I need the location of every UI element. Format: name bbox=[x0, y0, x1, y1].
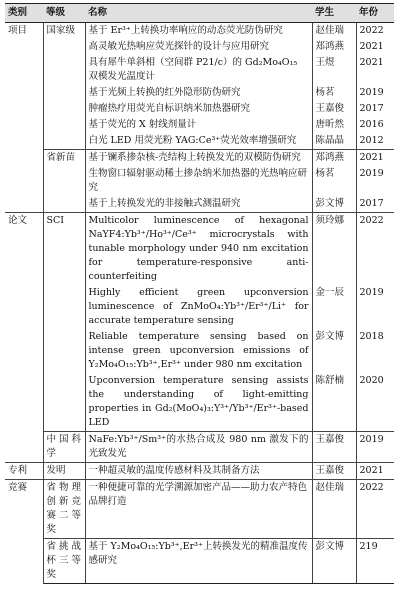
level-cell: 发明 bbox=[43, 463, 85, 480]
name-cell: Reliable temperature sensing based on intense green upconversion emissions of Y₂Mo₄O₁₅:Yb³⁺,Er³⁺ under 980 nm excitation bbox=[85, 329, 312, 373]
year-cell: 2022 bbox=[356, 213, 394, 286]
student-cell: 陈晶晶 bbox=[312, 133, 356, 150]
table-body bbox=[5, 23, 394, 584]
level-cell: 省 挑 战 杯 三 等 奖 bbox=[43, 539, 85, 584]
level-cell: 国家级 bbox=[43, 23, 85, 150]
name-cell: 一种便捷可靠的光学溯源加密产品——助力农产特色品牌打造 bbox=[85, 480, 312, 539]
year-cell: 2021 bbox=[356, 463, 394, 480]
student-cell: 彭文博 bbox=[312, 196, 356, 213]
student-cell: 赵佳瑞 bbox=[312, 480, 356, 539]
name-cell: 一种超灵敏的温度传感材料及其制备方法 bbox=[85, 463, 312, 480]
category-cell: 专利 bbox=[5, 463, 43, 480]
year-cell: 2021 bbox=[359, 41, 384, 52]
name-cell: 高灵敏光热响应荧光探针的设计与应用研究 bbox=[85, 39, 312, 55]
name-cell: 基于 Er³⁺上转换功率响应的动态荧光防伪研究 bbox=[85, 23, 312, 40]
header-row bbox=[5, 4, 394, 23]
student-cell: 金一辰 bbox=[312, 285, 356, 329]
table-row bbox=[5, 23, 394, 40]
name-cell: 基于 Y₂Mo₄O₁₅:Yb³⁺,Er³⁺上转换发光的精准温度传感研究 bbox=[85, 539, 312, 584]
name-cell: NaFe:Yb³⁺/Sm³⁺的水热合成及 980 nm 激发下的光致发光 bbox=[85, 432, 312, 463]
student-cell: 赵佳瑞 bbox=[312, 23, 356, 40]
student-cell: 彭文博 bbox=[312, 539, 356, 584]
year-cell: 2021 bbox=[356, 150, 394, 167]
category-cell: 项目 bbox=[5, 23, 43, 213]
student-cell: 郑鸿燕 bbox=[312, 39, 356, 55]
year-cell: 2021 bbox=[359, 57, 384, 68]
student-cell: 陈舒楠 bbox=[312, 373, 356, 432]
header-category: 类别 bbox=[5, 4, 43, 23]
name-cell: 具有犀牛单斜相（空间群 P21/c）的 Gd₂Mo₄O₁₅ 双模发光温度计 bbox=[85, 55, 312, 85]
table-row bbox=[5, 150, 394, 167]
achievements-table bbox=[5, 3, 394, 584]
header-student: 学生 bbox=[312, 4, 356, 23]
category-cell: 论文 bbox=[5, 213, 43, 463]
student-cell: 唐昕然 bbox=[312, 117, 356, 133]
header-name: 名称 bbox=[85, 4, 312, 23]
year-cell: 219 bbox=[356, 539, 394, 584]
year-cell: 2016 bbox=[359, 119, 384, 130]
table-row bbox=[5, 463, 394, 480]
name-cell: 肿瘤热疗用荧光自标识纳米加热器研究 bbox=[85, 101, 312, 117]
student-cell: 杨茗 bbox=[312, 85, 356, 101]
header-year: 年份 bbox=[356, 4, 394, 23]
table-row bbox=[5, 539, 394, 584]
year-cell: 2012 bbox=[359, 135, 384, 146]
name-cell: 白光 LED 用荧光粉 YAG:Ce³⁺荧光效率增强研究 bbox=[85, 133, 312, 150]
name-cell: 基于光频上转换的红外隐形防伪研究 bbox=[85, 85, 312, 101]
year-cell: 2019 bbox=[359, 87, 384, 98]
name-cell: 生物窗口辐射驱动稀土掺杂纳米加热器的光热响应研究 bbox=[85, 166, 312, 196]
name-cell: 基于上转换发光的非接触式测温研究 bbox=[85, 196, 312, 213]
header-level: 等级 bbox=[43, 4, 85, 23]
student-cell: 王煜 bbox=[312, 55, 356, 85]
year-cell: 2022 bbox=[359, 25, 384, 36]
name-cell: Upconversion temperature sensing assists the understanding of light-emitting properties in Gd₂(MoO₄)₃:Y³⁺/Yb³⁺/Er³⁺-based LED bbox=[85, 373, 312, 432]
student-cell: 杨茗 bbox=[312, 166, 356, 196]
level-cell: 中 国 科 学 bbox=[43, 432, 85, 463]
table-row bbox=[5, 213, 394, 286]
name-cell: Multicolor luminescence of hexagonal NaYF4:Yb³⁺/Ho³⁺/Ce³⁺ microcrystals with tunable morphology under 940 nm excitation for temperature-responsive anti-counterfeiting bbox=[85, 213, 312, 286]
year-cell: 2022 bbox=[356, 480, 394, 539]
student-cell: 王嘉俊 bbox=[312, 101, 356, 117]
category-cell: 竞赛 bbox=[5, 480, 43, 584]
table-row bbox=[5, 480, 394, 539]
student-cell: 彭文博 bbox=[312, 329, 356, 373]
year-cell: 2019 bbox=[359, 287, 384, 298]
student-cell: 郑鸿燕 bbox=[312, 150, 356, 167]
name-cell: 基于荧光的 X 射线剂量计 bbox=[85, 117, 312, 133]
table-row bbox=[5, 432, 394, 463]
year-cell: 2017 bbox=[359, 198, 384, 209]
year-cell: 2020 bbox=[359, 375, 384, 386]
level-cell: SCI bbox=[43, 213, 85, 432]
student-cell: 王嘉俊 bbox=[312, 463, 356, 480]
name-cell: 基于镧系掺杂核-壳结构上转换发光的双模防伪研究 bbox=[85, 150, 312, 167]
name-cell: Highly efficient green upconversion luminescence of ZnMoO₄:Yb³⁺/Er³⁺/Li⁺ for accurate temperature sensing bbox=[85, 285, 312, 329]
year-cell: 2018 bbox=[359, 331, 384, 342]
year-cell: 2017 bbox=[359, 103, 384, 114]
level-cell: 省 物 理 创 新 竞 赛 二 等 奖 bbox=[43, 480, 85, 539]
year-cell: 2019 bbox=[359, 168, 384, 179]
student-cell: 须玲娜 bbox=[312, 213, 356, 286]
level-cell: 省新苗 bbox=[43, 150, 85, 213]
year-cell: 2019 bbox=[356, 432, 394, 463]
student-cell: 王嘉俊 bbox=[312, 432, 356, 463]
